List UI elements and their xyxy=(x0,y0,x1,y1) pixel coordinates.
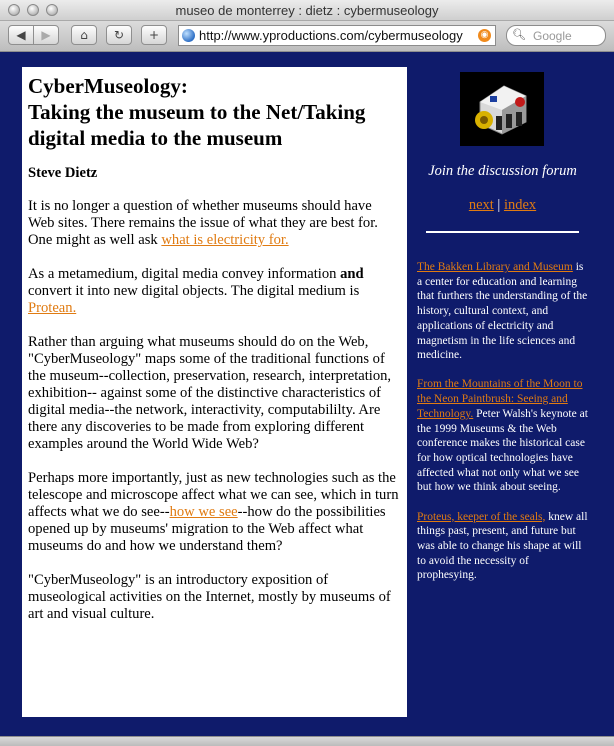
exposition-paragraph: "CyberMuseology" is an introductory exposition of museological activities on the Internet, mostly by museums of art and visual culture. xyxy=(28,572,391,622)
window-title: museo de monterrey : dietz : cybermuseology xyxy=(175,3,439,18)
next-link[interactable]: next xyxy=(468,197,494,213)
how-we-see-link[interactable]: how we see xyxy=(169,504,238,520)
home-button[interactable] xyxy=(71,25,97,45)
metamedium-paragraph xyxy=(28,266,401,317)
reload-icon: ↻ xyxy=(113,28,125,42)
index-link[interactable]: index xyxy=(503,197,537,213)
search-field[interactable] xyxy=(506,25,606,46)
globe-icon xyxy=(182,29,195,42)
protean-link[interactable]: Protean. xyxy=(28,300,77,316)
metamedium-text-post: convert it into new digital objects. The digital medium is xyxy=(28,283,360,299)
search-placeholder: Google xyxy=(533,29,572,43)
nav-separator: | xyxy=(493,197,504,213)
seeing-text-pre: Perhaps more importantly, just as new technologies such as the telescope and microscope affect what we can see, which in turn affects what we do see-- xyxy=(28,470,399,520)
main-content xyxy=(22,67,407,717)
museum-logo[interactable] xyxy=(460,72,544,146)
page-title xyxy=(28,73,401,151)
plus-icon: + xyxy=(148,28,160,42)
page-viewport xyxy=(0,52,614,736)
url-text[interactable]: http://www.yproductions.com/cybermuseology xyxy=(199,28,463,43)
intro-paragraph xyxy=(28,198,401,249)
sidebar-nav xyxy=(415,197,590,214)
metamedium-text-pre: As a metamedium, digital media convey information xyxy=(28,266,341,282)
mapping-paragraph: Rather than arguing what museums should do on the Web, "CyberMuseology" maps some of the traditional functions of the museum--collection, preservation, research, interpretation, exhibition-- against some of the distinctive characteristics of digital media--the network, interactivity, computabililty. Are there any discoveries to be made from exploring different examples around the World Wide Web? xyxy=(28,334,392,452)
forward-button[interactable] xyxy=(33,25,59,45)
forward-arrow-icon: ▶ xyxy=(41,28,51,42)
status-bar xyxy=(0,736,614,746)
mountains-moon-link[interactable]: From the Mountains of the Moon to the Neon Paintbrush: Seeing and Technology. xyxy=(417,378,583,420)
sidebar-entry xyxy=(417,260,589,363)
back-arrow-icon: ◀ xyxy=(16,28,26,42)
title-bar xyxy=(0,0,614,21)
seeing-text-post: --how do the possibilities opened up by museums' migration to the Web affect what museums do and how we understand them? xyxy=(28,504,386,554)
back-button[interactable] xyxy=(8,25,34,45)
page-title-main: CyberMuseology: xyxy=(28,74,188,98)
proteus-link[interactable]: Proteus, keeper of the seals, xyxy=(417,510,546,523)
metamedium-bold: and xyxy=(340,266,364,282)
electricity-link[interactable]: what is electricity for. xyxy=(161,232,289,248)
intro-text: It is no longer a question of whether museums should have Web sites. There remains the issue of what they are best for. One might as well ask xyxy=(28,198,378,248)
proteus-text: knew all things past, present, and future but was able to change his shape at will to avoid the necessity of prophesying. xyxy=(417,510,588,582)
forum-text: Join the discussion forum xyxy=(428,163,577,179)
rss-icon[interactable]: ◉ xyxy=(478,29,491,42)
museum-logo-icon xyxy=(460,72,544,146)
browser-toolbar xyxy=(0,21,614,52)
address-bar[interactable] xyxy=(178,25,496,46)
reload-button[interactable] xyxy=(106,25,132,45)
sidebar-entry xyxy=(417,377,589,495)
bakken-text: is a center for education and learning that furthers the understanding of the history, cultural context, and applications of electricity and magnetism in the life sciences and medicine. xyxy=(417,261,588,362)
add-bookmark-button[interactable] xyxy=(141,25,167,45)
sidebar-divider xyxy=(426,231,579,233)
page-subtitle: Taking the museum to the Net/Taking digital media to the museum xyxy=(28,100,366,150)
mountains-moon-text: Peter Walsh's keynote at the 1999 Museums & the Web conference makes the historical case for how optical technologies have affected what not only what we see but how we think about seeing. xyxy=(417,407,588,494)
search-icon: 🔍︎ xyxy=(512,28,526,41)
home-icon: ⌂ xyxy=(80,28,88,42)
sidebar-entries xyxy=(417,260,589,598)
seeing-paragraph xyxy=(28,470,401,555)
bakken-link[interactable]: The Bakken Library and Museum xyxy=(417,261,573,273)
sidebar-entry xyxy=(417,510,589,584)
author-name: Steve Dietz xyxy=(28,165,98,181)
